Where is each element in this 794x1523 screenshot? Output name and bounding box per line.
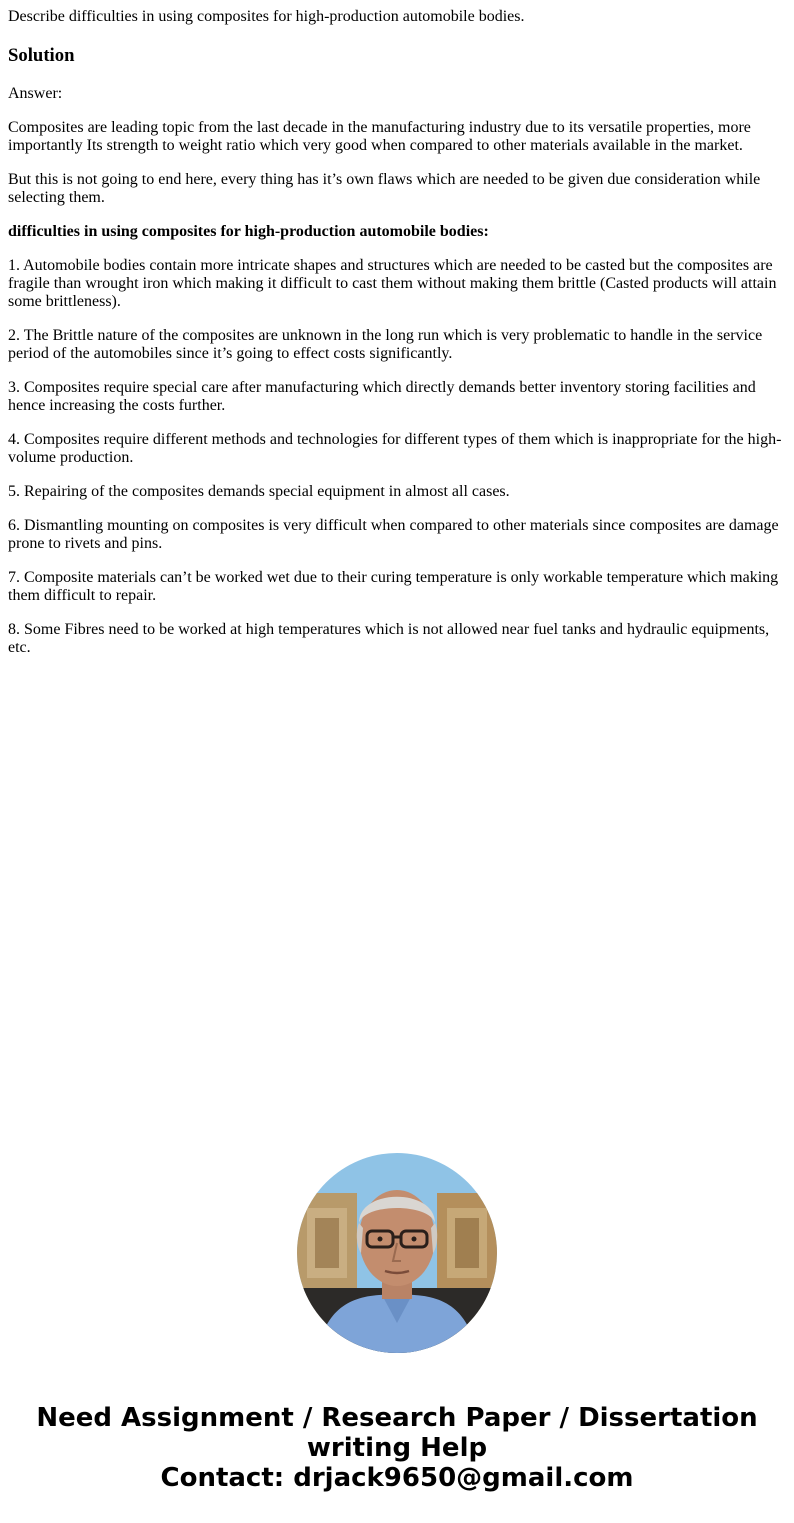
point-5: 5. Repairing of the composites demands special equipment in almost all cases. — [8, 483, 510, 500]
point-2: 2. The Brittle nature of the composites are unknown in the long run which is very problematic to handle in the service period of the automobiles since it’s going to effect costs significantly. — [8, 327, 763, 362]
avatar — [297, 1153, 497, 1353]
question-text: Describe difficulties in using composites for high-production automobile bodies. — [8, 8, 525, 25]
point-8: 8. Some Fibres need to be worked at high temperatures which is not allowed near fuel tanks and hydraulic equipments, etc. — [8, 621, 770, 656]
point-1: 1. Automobile bodies contain more intricate shapes and structures which are needed to be casted but the composites are fragile than wrought iron which making it difficult to cast them without making them brittle (Casted products will attain some brittleness). — [8, 257, 777, 310]
point-6: 6. Dismantling mounting on composites is very difficult when compared to other materials since composites are damage prone to rivets and pins. — [8, 517, 779, 552]
footer-promo — [0, 1403, 794, 1493]
solution-heading: Solution — [8, 45, 75, 66]
point-3: 3. Composites require special care after manufacturing which directly demands better inventory storing facilities and hence increasing the costs further. — [8, 379, 756, 414]
point-7: 7. Composite materials can’t be worked wet due to their curing temperature is only workable temperature which making them difficult to repair. — [8, 569, 779, 604]
avatar-portrait-image — [297, 1153, 497, 1353]
intro-paragraph-2: But this is not going to end here, every thing has it’s own flaws which are needed to be given due consideration while selecting them. — [8, 171, 761, 206]
section-heading: difficulties in using composites for high-production automobile bodies: — [8, 223, 489, 240]
answer-label: Answer: — [8, 85, 63, 102]
point-4: 4. Composites require different methods and technologies for different types of them which is inappropriate for the high-volume production. — [8, 431, 782, 466]
footer-contact-line: Contact: drjack9650@gmail.com — [160, 1463, 634, 1493]
document-body — [8, 8, 786, 657]
intro-paragraph-1: Composites are leading topic from the last decade in the manufacturing industry due to its versatile properties, more importantly Its strength to weight ratio which very good when compared to other materials available in the market. — [8, 119, 751, 154]
footer-help-line: Need Assignment / Research Paper / Dissertation writing Help — [36, 1403, 758, 1463]
